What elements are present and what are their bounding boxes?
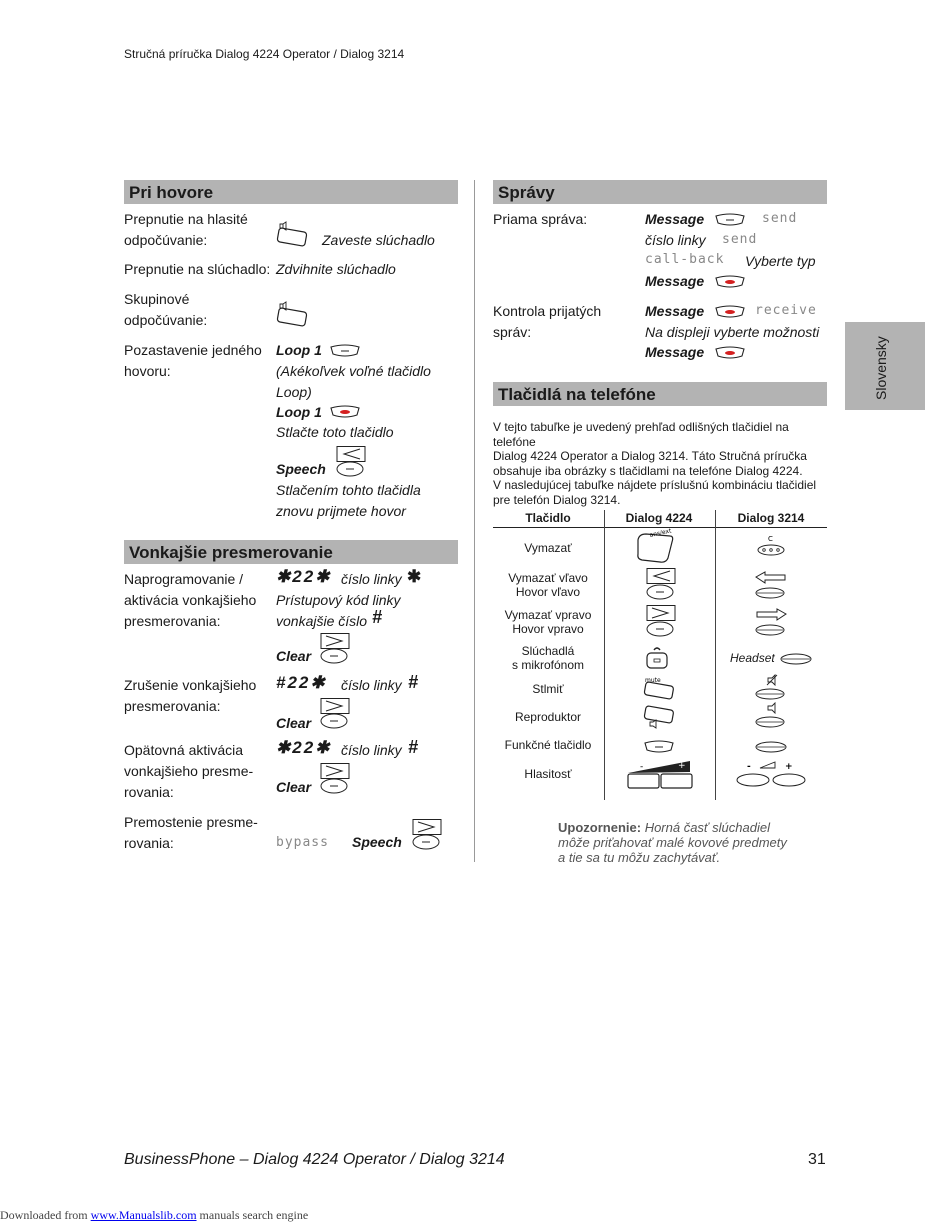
headset-label: Headset	[730, 651, 775, 665]
direct-message-label: Priama správa:	[493, 211, 588, 227]
message-key-label-1: Message	[645, 211, 705, 227]
language-tab-label: Slovensky	[873, 336, 889, 400]
table-header-rule	[493, 527, 827, 528]
clear-key-4224-icon	[636, 527, 676, 564]
speech-key-icon	[336, 446, 366, 478]
line-number-text-1: číslo linky	[341, 571, 402, 587]
table-header-dialog-4224: Dialog 4224	[625, 511, 693, 525]
access-code-text: Prístupový kód linky	[276, 592, 401, 608]
mute-key-4224-icon	[643, 676, 677, 700]
headset-key-4224-icon	[645, 646, 669, 670]
choose-type-text: Vyberte typ	[745, 253, 816, 269]
message-key-red-led-icon	[715, 305, 745, 319]
table-header-dialog-3214: Dialog 3214	[737, 511, 805, 525]
loop-key-red-led-icon	[330, 405, 360, 419]
speaker-key-3214-icon	[755, 704, 787, 730]
callback-display-text: call-back	[645, 252, 725, 267]
speaker-key-4224-icon	[643, 704, 677, 730]
lift-handset-instruction: Zdvihnite slúchadlo	[276, 261, 396, 277]
table-row-label: Vymazať	[524, 541, 572, 555]
table-col-divider	[715, 510, 716, 800]
bypass-diversion-label: Premostenie presme- rovania:	[124, 814, 258, 851]
hash-symbol-2: #	[408, 672, 419, 692]
message-key-label-2: Message	[645, 273, 705, 289]
cancel-diversion-label: Zrušenie vonkajšieho presmerovania:	[124, 677, 257, 714]
function-key-3214-icon	[755, 740, 787, 754]
clear-key-label-3: Clear	[276, 779, 312, 795]
speech-key-label: Speech	[276, 461, 326, 477]
hold-call-label: Pozastavenie jedného hovoru:	[124, 342, 262, 379]
send-display-text-2: send	[722, 232, 758, 247]
table-row-label: Reproduktor	[514, 710, 582, 724]
section-vonkajsie-title: Vonkajšie presmerovanie	[124, 540, 458, 564]
manualslib-link[interactable]: www.Manualslib.com	[90, 1208, 197, 1222]
line-number-text-2: číslo linky	[341, 677, 402, 693]
svg-text:ans/ext: ans/ext	[648, 527, 673, 539]
section-spravy-title: Správy	[493, 180, 827, 204]
reactivate-diversion-label: Opätovná aktivácia vonkajšieho presme- rovania:	[124, 742, 254, 800]
headset-key-3214-icon	[780, 652, 812, 666]
external-number-text: vonkajšie číslo	[276, 613, 368, 629]
hash-symbol-1: #	[372, 607, 383, 627]
table-col-divider	[604, 510, 605, 800]
group-listen-key-icon	[276, 303, 308, 327]
loop1-key-label: Loop 1	[276, 342, 322, 358]
hang-up-instruction: Zaveste slúchadlo	[322, 232, 435, 248]
table-row-label: Funkčné tlačidlo	[504, 738, 592, 752]
svg-text:+: +	[785, 762, 793, 772]
language-tab	[845, 322, 925, 410]
volume-key-3214-icon	[735, 760, 809, 788]
volume-key-4224-icon	[626, 758, 694, 792]
line-number-text-3: číslo linky	[341, 742, 402, 758]
buttons-intro-paragraph: V tejto tabuľke je uvedený prehľad odlišných tlačidiel na telefóne Dialog 4224 Operator a Dialog 3214. Táto Stručná príručka obsahuje iba obrázky s tlačidlami na telefóne Dialog 4224. V nasledujúcej tabuľke nájdete príslušnú kombináciu tlačidiel pre telefón Dialog 3214.	[493, 420, 817, 507]
clear-key-label-1: Clear	[276, 648, 312, 664]
diversion-code-3: ✱22✱	[276, 738, 332, 757]
table-header-button: Tlačidlo	[525, 511, 571, 525]
section-pri-hovore-title: Pri hovore	[124, 180, 458, 204]
download-source-line: Downloaded from www.Manualslib.com manuals search engine	[0, 1208, 309, 1222]
clear-key-icon	[320, 633, 350, 665]
program-diversion-label: Naprogramovanie / aktivácia vonkajšieho presmerovania:	[124, 571, 257, 629]
star-symbol: ✱	[407, 567, 422, 586]
note-line-1: Horná časť slúchadiel	[644, 820, 770, 835]
diversion-code-1: ✱22✱	[276, 567, 332, 586]
speaker-key-icon	[276, 223, 308, 247]
message-key-icon	[715, 213, 745, 227]
speech-key-icon	[412, 819, 442, 851]
message-key-label-4: Message	[645, 344, 705, 360]
left-arrow-3214-icon	[755, 572, 787, 600]
left-key-4224-icon	[646, 568, 676, 600]
mute-key-3214-icon	[755, 676, 787, 702]
page-number: 31	[808, 1151, 826, 1168]
speech-key-label-2: Speech	[352, 834, 402, 850]
column-divider	[474, 180, 475, 862]
right-arrow-3214-icon	[755, 609, 787, 637]
svg-text:mute: mute	[645, 677, 661, 684]
note-line-2: môže priťahovať malé kovové predmety	[558, 835, 787, 850]
receive-display-text: receive	[755, 303, 817, 318]
clear-key-icon	[320, 698, 350, 730]
svg-text:C: C	[768, 535, 773, 543]
hash-symbol-3: #	[408, 737, 419, 757]
table-row-label: Hlasitosť	[524, 767, 572, 781]
press-this-key: Stlačte toto tlačidlo	[276, 424, 394, 440]
table-row-label: Slúchadlá s mikrofónom	[511, 644, 585, 672]
clear-key-label-2: Clear	[276, 715, 312, 731]
svg-text:-: -	[747, 762, 751, 772]
display-choose-text: Na displeji vyberte možnosti	[645, 324, 820, 340]
group-listen-label: Skupinové odpočúvanie:	[124, 291, 208, 328]
loop1-key-label-2: Loop 1	[276, 404, 322, 420]
function-key-4224-icon	[644, 740, 674, 754]
section-tlacidla-title: Tlačidlá na telefóne	[493, 382, 827, 406]
running-header: Stručná príručka Dialog 4224 Operator / Dialog 3214	[124, 47, 405, 61]
clear-key-3214-icon	[756, 535, 786, 557]
table-row-label: Stlmiť	[532, 682, 564, 696]
message-key-red-led-icon	[715, 275, 745, 289]
table-row-label: Vymazať vľavo Hovor vľavo	[508, 571, 588, 599]
loop-key-icon	[330, 344, 360, 358]
bypass-display-text: bypass	[276, 835, 329, 850]
resume-call-note: Stlačením tohto tlačidla znovu prijmete hovor	[276, 482, 421, 519]
any-loop-note: (Akékoľvek voľné tlačidlo Loop)	[276, 363, 431, 400]
message-key-red-led-icon	[715, 346, 745, 360]
note-line-3: a tie sa tu môžu zachytávať.	[558, 850, 721, 865]
line-number-text: číslo linky	[645, 232, 706, 248]
speaker-switch-label: Prepnutie na hlasité odpočúvanie:	[124, 211, 248, 248]
svg-text:+: +	[678, 761, 686, 771]
clear-key-icon	[320, 763, 350, 795]
message-key-label-3: Message	[645, 303, 705, 319]
check-messages-label: Kontrola prijatých správ:	[493, 303, 602, 340]
svg-text:-: -	[640, 762, 644, 772]
note-title: Upozornenie:	[558, 820, 642, 835]
right-key-4224-icon	[646, 605, 676, 637]
note-box	[558, 820, 787, 865]
diversion-code-2: #22✱	[276, 673, 327, 692]
handset-switch-label: Prepnutie na slúchadlo:	[124, 261, 271, 277]
table-row-label: Vymazať vpravo Hovor vpravo	[504, 608, 592, 636]
footer-title: BusinessPhone – Dialog 4224 Operator / Dialog 3214	[124, 1151, 505, 1168]
send-display-text: send	[762, 211, 798, 226]
